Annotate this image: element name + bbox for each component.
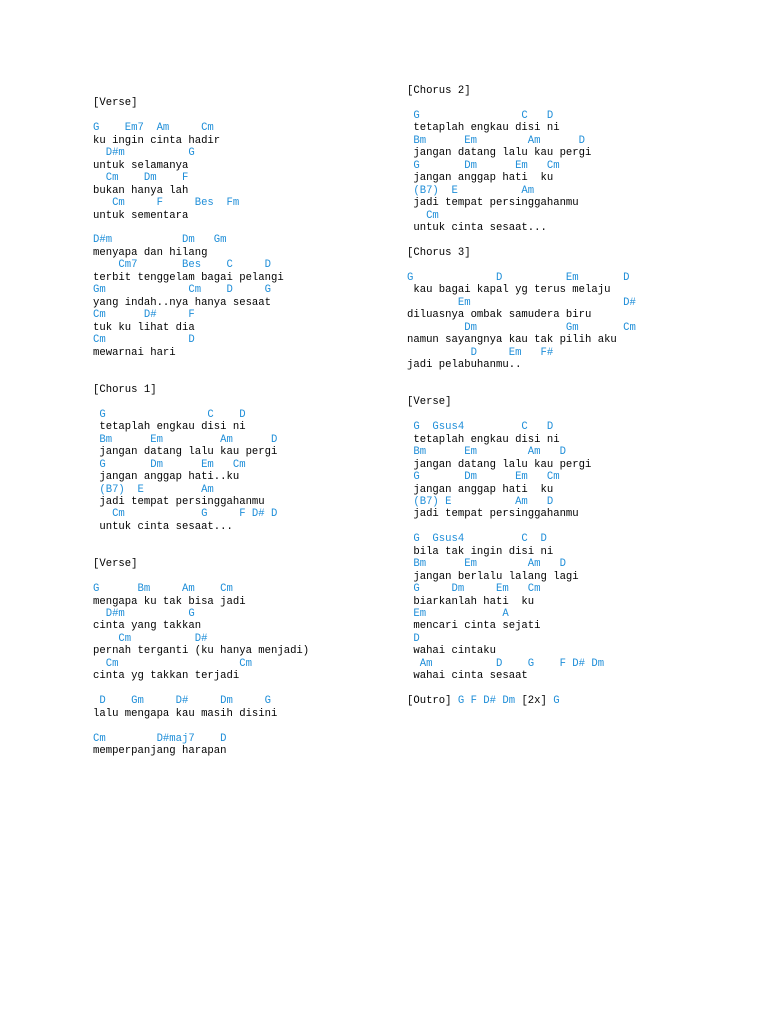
lyric-line: tuk ku lihat dia — [93, 321, 195, 334]
chord-line: Gm Cm D G — [93, 284, 272, 297]
lyric-line: cinta yg takkan terjadi — [93, 670, 240, 683]
chord-line: Cm Dm F — [93, 172, 189, 185]
chord-line: Cm Cm — [93, 657, 252, 670]
outro-repeat: [2x] — [521, 695, 554, 708]
chord-line: Cm G F D# D — [93, 508, 278, 521]
chord-line: D#m G — [93, 608, 195, 621]
lyric-line: biarkanlah hati ku — [407, 595, 535, 608]
lyric-line: lalu mengapa kau masih disini — [93, 707, 278, 720]
lyric-line: jadi tempat persinggahanmu — [407, 197, 579, 210]
chord-line: G Dm Em Cm — [407, 583, 541, 596]
chord-line: G Gsus4 C D — [407, 533, 547, 546]
chord-line: G Dm Em Cm — [93, 458, 246, 471]
outro-line — [407, 695, 560, 707]
lyric-line: memperpanjang harapan — [93, 745, 227, 758]
outro-final-chord: G — [553, 695, 560, 708]
chord-line: Em D# — [407, 296, 636, 309]
section-heading: [Chorus 1] — [93, 383, 157, 396]
chord-line: Bm Em Am D — [407, 446, 566, 459]
lyric-line: jangan datang lalu kau pergi — [407, 147, 592, 160]
chord-line: Bm Em Am D — [93, 433, 278, 446]
right-column — [407, 85, 636, 708]
chord-line: D — [407, 632, 420, 645]
chord-line: G Dm Em Cm — [407, 471, 560, 484]
outro-chords: G F D# Dm — [457, 695, 522, 708]
lyric-line: mengapa ku tak bisa jadi — [93, 595, 246, 608]
lyric-line: jangan anggap hati ku — [407, 483, 554, 496]
lyric-line: jangan datang lalu kau pergi — [93, 446, 278, 459]
chord-line: Em A — [407, 608, 509, 621]
outro-label: [Outro] — [407, 695, 458, 708]
lyric-line: namun sayangnya kau tak pilih aku — [407, 334, 617, 347]
chord-line: Cm D# — [93, 632, 208, 645]
lyric-line: yang indah..nya hanya sesaat — [93, 296, 272, 309]
lyric-line: tetaplah engkau disi ni — [407, 122, 560, 135]
lyric-line: terbit tenggelam bagai pelangi — [93, 271, 284, 284]
chord-line: Dm Gm Cm — [407, 321, 636, 334]
chord-line: Bm Em Am D — [407, 134, 586, 147]
chord-line: Bm Em Am D — [407, 558, 566, 571]
chord-line: (B7) E Am — [93, 483, 214, 496]
lyric-line: jangan datang lalu kau pergi — [407, 458, 592, 471]
section-heading: [Verse] — [93, 97, 138, 110]
left-column — [93, 85, 309, 757]
lyric-line: untuk cinta sesaat... — [93, 520, 233, 533]
chord-line: G Em7 Am Cm — [93, 122, 214, 135]
lyric-line: untuk sementara — [93, 209, 189, 222]
chord-line: Cm D# F — [93, 309, 195, 322]
chord-line: Cm D#maj7 D — [93, 732, 227, 745]
chord-line: Cm — [407, 209, 439, 222]
lyric-line: jadi pelabuhanmu.. — [407, 358, 522, 371]
lyric-line: wahai cinta sesaat — [407, 670, 528, 683]
section-heading: [Chorus 2] — [407, 85, 471, 97]
lyric-line: jangan anggap hati ku — [407, 172, 554, 185]
chord-line: G Dm Em Cm — [407, 159, 560, 172]
chord-line: D Gm D# Dm G — [93, 695, 272, 708]
lyric-line: jadi tempat persinggahanmu — [407, 508, 579, 521]
lyric-line: jangan berlalu lalang lagi — [407, 570, 579, 583]
chord-line: Cm F Bes Fm — [93, 197, 240, 210]
chord-line: Cm D — [93, 334, 195, 347]
lyric-line: bila tak ingin disi ni — [407, 545, 554, 558]
lyric-line: diluasnya ombak samudera biru — [407, 309, 592, 322]
section-heading: [Verse] — [407, 396, 452, 409]
lyric-line: tetaplah engkau disi ni — [407, 433, 560, 446]
chord-line: G Gsus4 C D — [407, 421, 554, 434]
lyric-line: tetaplah engkau disi ni — [93, 421, 246, 434]
chord-line: D#m G — [93, 147, 195, 160]
lyric-line: pernah terganti (ku hanya menjadi) — [93, 645, 310, 658]
lyric-line: untuk selamanya — [93, 159, 189, 172]
section-heading: [Chorus 3] — [407, 246, 471, 259]
lyric-line: jangan anggap hati..ku — [93, 471, 240, 484]
chord-line: G C D — [93, 408, 246, 421]
lyric-line: menyapa dan hilang — [93, 246, 208, 259]
chord-line: Cm7 Bes C D — [93, 259, 272, 272]
lyric-line: mencari cinta sejati — [407, 620, 541, 633]
chord-line: Am D G F D# Dm — [407, 657, 605, 670]
section-heading: [Verse] — [93, 558, 138, 571]
chord-line: (B7) E Am — [407, 184, 535, 197]
lyric-line: kau bagai kapal yg terus melaju — [407, 284, 611, 297]
chord-line: D#m Dm Gm — [93, 234, 227, 247]
lyric-line: ku ingin cinta hadir — [93, 134, 221, 147]
lyric-line: wahai cintaku — [407, 645, 497, 658]
lyric-line: bukan hanya lah — [93, 184, 189, 197]
chord-line: G C D — [407, 109, 554, 122]
lyric-line: cinta yang takkan — [93, 620, 202, 633]
lyric-line: jadi tempat persinggahanmu — [93, 495, 265, 508]
lyric-line: mewarnai hari — [93, 346, 176, 359]
chord-line: G Bm Am Cm — [93, 583, 233, 596]
chord-line: D Em F# — [407, 346, 554, 359]
lyric-line: untuk cinta sesaat... — [407, 221, 547, 234]
chord-line: (B7) E Am D — [407, 495, 554, 508]
chord-line: G D Em D — [407, 271, 630, 284]
